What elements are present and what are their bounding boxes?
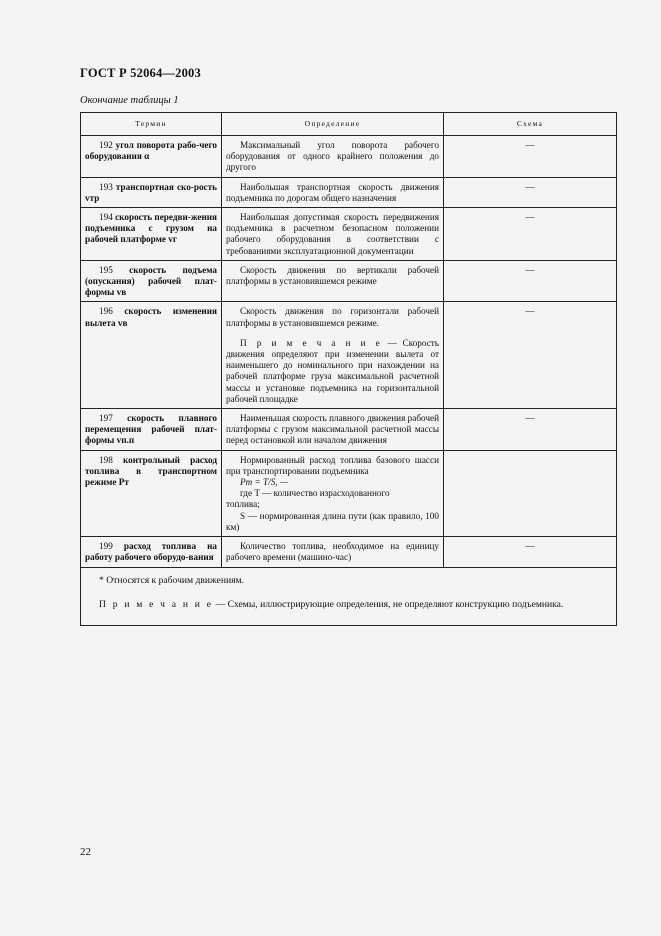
term-text: скорость изменения вылета vв bbox=[85, 306, 217, 328]
term-text: транспортная ско-рость vтр bbox=[85, 181, 217, 203]
final-note-label: П р и м е ч а н и е bbox=[99, 598, 214, 610]
table-row bbox=[81, 537, 617, 567]
term-cell bbox=[81, 450, 222, 536]
scheme-cell bbox=[444, 450, 617, 536]
definition-text: Скорость движения по горизонтали рабочей платформы в установившемся режиме. bbox=[226, 306, 439, 328]
formula-where-t: где T — количество израсходованного bbox=[240, 488, 390, 499]
table-footnotes-row bbox=[81, 567, 617, 625]
term-cell bbox=[81, 302, 222, 409]
footnotes-cell bbox=[81, 567, 617, 625]
terms-table bbox=[80, 112, 617, 626]
column-header-scheme: Схема bbox=[444, 113, 617, 136]
term-number: 198 bbox=[99, 454, 113, 465]
definition-cell bbox=[222, 177, 444, 207]
term-text: скорость плавного перемещения рабочей плат-формы vп.п bbox=[85, 413, 217, 446]
term-number: 195 bbox=[99, 264, 113, 275]
column-header-term: Термин bbox=[81, 113, 222, 136]
definition-text: Наибольшая транспортная скорость движения подъемника по дорогам общего назначения bbox=[226, 181, 439, 203]
scheme-cell: — bbox=[444, 537, 617, 567]
table-row bbox=[81, 450, 617, 536]
formula-where-s: S — нормированная длина пути (как правило, 100 км) bbox=[226, 510, 439, 532]
term-cell bbox=[81, 177, 222, 207]
term-text: скорость подъема (опускания) рабочей плат-формы vв bbox=[85, 264, 217, 298]
definition-text: Нормированный расход топлива базового шасси при транспортировании подъемника bbox=[226, 454, 439, 476]
scheme-cell: — bbox=[444, 136, 617, 178]
document-header: ГОСТ Р 52064—2003 bbox=[80, 66, 201, 80]
page-number: 22 bbox=[80, 846, 91, 858]
scheme-cell: — bbox=[444, 177, 617, 207]
definition-text: Количество топлива, необходимое на единицу рабочего времени (машино-час) bbox=[226, 541, 439, 563]
definition-cell bbox=[222, 537, 444, 567]
scheme-cell: — bbox=[444, 409, 617, 451]
definition-cell bbox=[222, 302, 444, 409]
table-row bbox=[81, 136, 617, 178]
term-number: 192 bbox=[99, 140, 113, 150]
table-header-row bbox=[81, 113, 617, 136]
definition-cell bbox=[222, 260, 444, 302]
term-text: контрольный расход топлива в транспортном режиме Pт bbox=[85, 454, 218, 488]
term-number: 196 bbox=[99, 306, 113, 317]
term-cell bbox=[81, 409, 222, 451]
definition-cell bbox=[222, 409, 444, 451]
final-note-text: — Схемы, иллюстрирующие определения, не определяют конструкцию подъемника. bbox=[213, 598, 564, 610]
note-label: П р и м е ч а н и е bbox=[240, 337, 382, 348]
formula-where-t-cont: топлива; bbox=[226, 499, 260, 510]
definition-cell bbox=[222, 450, 444, 536]
definition-cell bbox=[222, 136, 444, 178]
term-number: 194 bbox=[99, 212, 113, 223]
fuel-formula: Pт = T/S, — bbox=[240, 477, 289, 488]
final-note bbox=[99, 599, 606, 611]
table-row bbox=[81, 177, 617, 207]
term-text: расход топлива на работу рабочего оборудо-вания bbox=[85, 541, 217, 563]
table-row bbox=[81, 260, 617, 302]
term-number: 197 bbox=[99, 413, 113, 424]
term-number: 199 bbox=[99, 541, 113, 552]
definition-text: Скорость движения по вертикали рабочей платформы в установившемся режиме bbox=[226, 264, 439, 287]
definition-text: Максимальный угол поворота рабочего оборудования от одного крайнего положения до другого bbox=[226, 140, 439, 173]
term-text: угол поворота рабо-чего оборудования α bbox=[85, 140, 217, 162]
definition-note bbox=[226, 338, 439, 405]
table-row bbox=[81, 409, 617, 451]
table-row bbox=[81, 302, 617, 409]
term-number: 193 bbox=[99, 181, 113, 192]
note-text: — Скорость движения определяют при изменении вылета от наименьшего до номинального при нахождении на рабочей платформе груза максимальной расчетной массы и установке подъемника на горизонтальной рабочей площадке bbox=[226, 337, 440, 404]
scheme-cell: — bbox=[444, 208, 617, 261]
column-header-definition: Определение bbox=[222, 113, 444, 136]
term-cell bbox=[81, 537, 222, 567]
term-text: скорость передви-жения подъемника с грузом на рабочей платформе vг bbox=[85, 212, 218, 245]
term-cell bbox=[81, 136, 222, 178]
table-row bbox=[81, 208, 617, 261]
footnote-asterisk: * Относятся к рабочим движениям. bbox=[99, 574, 244, 586]
definition-cell bbox=[222, 208, 444, 261]
scheme-cell: — bbox=[444, 302, 617, 409]
term-cell bbox=[81, 260, 222, 302]
term-cell bbox=[81, 208, 222, 261]
scheme-cell: — bbox=[444, 260, 617, 302]
definition-text: Наименьшая скорость плавного движения рабочей платформы с грузом максимальной расчетной массы перед остановкой или началом движения bbox=[226, 413, 439, 446]
table-caption: Окончание таблицы 1 bbox=[80, 95, 179, 106]
definition-text: Наибольшая допустимая скорость передвижения подъемника в расчетном безопасном положении рабочего оборудования в соответствии с требованиями эксплуатационной документации bbox=[226, 212, 439, 256]
